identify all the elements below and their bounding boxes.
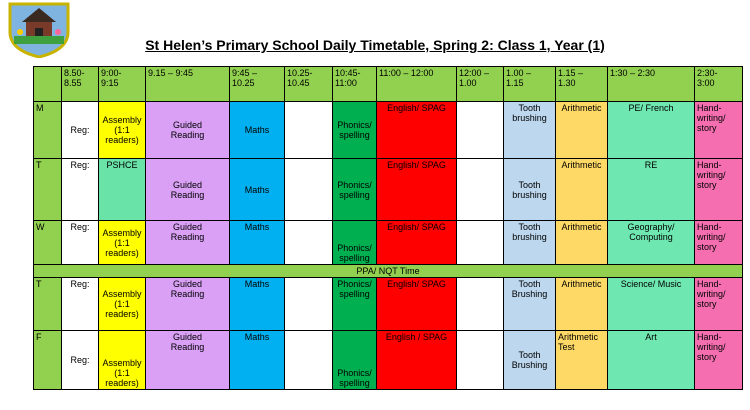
lunch-cell — [457, 221, 504, 265]
lunch-cell — [457, 278, 504, 331]
afternoon-lesson-cell: Science/ Music — [608, 278, 695, 331]
registration-cell: Reg: — [62, 102, 99, 159]
registration-cell: Reg: — [62, 278, 99, 331]
maths-cell: Maths — [230, 278, 285, 331]
registration-cell: Reg: — [62, 221, 99, 265]
header-cell: 11:00 – 12:00 — [377, 67, 457, 102]
break-cell — [285, 278, 333, 331]
registration-cell: Reg: — [62, 331, 99, 390]
ppa-row — [34, 265, 743, 278]
english-cell: English/ SPAG — [377, 159, 457, 221]
toothbrushing-cell: Tooth Brushing — [504, 278, 556, 331]
header-cell: 9.15 – 9:45 — [146, 67, 230, 102]
day-row-wednesday — [34, 221, 743, 265]
lunch-cell — [457, 102, 504, 159]
day-label: W — [34, 221, 62, 265]
page-title: St Helen’s Primary School Daily Timetable, Spring 2: Class 1, Year (1) — [145, 37, 605, 53]
phonics-cell: Phonics/ spelling — [333, 331, 377, 390]
ppa-label: PPA/ NQT Time — [34, 265, 743, 278]
afternoon-lesson-cell: RE — [608, 159, 695, 221]
header-cell: 10.25- 10.45 — [285, 67, 333, 102]
header-cell: 9:00- 9:15 — [99, 67, 146, 102]
english-cell: English/ SPAG — [377, 278, 457, 331]
assembly-cell: Assembly (1:1 readers) — [99, 278, 146, 331]
break-cell — [285, 159, 333, 221]
assembly-cell: Assembly (1:1 readers) — [99, 102, 146, 159]
handwriting-cell: Hand- writing/ story — [695, 221, 743, 265]
maths-cell: Maths — [230, 102, 285, 159]
guided-reading-cell: Guided Reading — [146, 278, 230, 331]
day-row-monday — [34, 102, 743, 159]
arithmetic-cell: Arithmetic — [556, 159, 608, 221]
header-cell: 1.00 – 1.15 — [504, 67, 556, 102]
assembly-cell: Assembly (1:1 readers) — [99, 221, 146, 265]
phonics-cell: Phonics/ spelling — [333, 221, 377, 265]
afternoon-lesson-cell: Art — [608, 331, 695, 390]
arithmetic-cell: Arithmetic Test — [556, 331, 608, 390]
handwriting-cell: Hand- writing/ story — [695, 102, 743, 159]
day-label: M — [34, 102, 62, 159]
maths-cell: Maths — [230, 159, 285, 221]
toothbrushing-cell: Tooth brushing — [504, 102, 556, 159]
guided-reading-cell: Guided Reading — [146, 221, 230, 265]
english-cell: English/ SPAG — [377, 102, 457, 159]
guided-reading-cell: Guided Reading — [146, 331, 230, 390]
registration-cell: Reg: — [62, 159, 99, 221]
arithmetic-cell: Arithmetic — [556, 102, 608, 159]
assembly-cell: Assembly (1:1 readers) — [99, 331, 146, 390]
handwriting-cell: Hand- writing/ story — [695, 278, 743, 331]
day-label: T — [34, 278, 62, 331]
toothbrushing-cell: Tooth brushing — [504, 221, 556, 265]
header-cell: 10:45- 11:00 — [333, 67, 377, 102]
handwriting-cell: Hand- writing/ story — [695, 159, 743, 221]
day-label: T — [34, 159, 62, 221]
arithmetic-cell: Arithmetic — [556, 221, 608, 265]
header-cell: 2:30- 3:00 — [695, 67, 743, 102]
toothbrushing-cell: Tooth Brushing — [504, 331, 556, 390]
day-label: F — [34, 331, 62, 390]
pshe-cell: PSHCE — [99, 159, 146, 221]
afternoon-lesson-cell: PE/ French — [608, 102, 695, 159]
header-cell: 12:00 – 1.00 — [457, 67, 504, 102]
toothbrushing-cell: Tooth brushing — [504, 159, 556, 221]
header-cell: 1:30 – 2:30 — [608, 67, 695, 102]
header-cell: 9:45 – 10.25 — [230, 67, 285, 102]
day-row-thursday — [34, 278, 743, 331]
phonics-cell: Phonics/ spelling — [333, 159, 377, 221]
maths-cell: Maths — [230, 221, 285, 265]
afternoon-lesson-cell: Geography/ Computing — [608, 221, 695, 265]
english-cell: English/ SPAG — [377, 221, 457, 265]
english-cell: English / SPAG — [377, 331, 457, 390]
break-cell — [285, 102, 333, 159]
day-row-friday — [34, 331, 743, 390]
guided-reading-cell: Guided Reading — [146, 159, 230, 221]
maths-cell: Maths — [230, 331, 285, 390]
phonics-cell: Phonics/ spelling — [333, 278, 377, 331]
timetable — [33, 66, 743, 390]
guided-reading-cell: Guided Reading — [146, 102, 230, 159]
lunch-cell — [457, 159, 504, 221]
header-cell — [34, 67, 62, 102]
break-cell — [285, 331, 333, 390]
header-row — [34, 67, 743, 102]
day-row-tuesday — [34, 159, 743, 221]
handwriting-cell: Hand- writing/ story — [695, 331, 743, 390]
header-cell: 8.50- 8.55 — [62, 67, 99, 102]
arithmetic-cell: Arithmetic — [556, 278, 608, 331]
lunch-cell — [457, 331, 504, 390]
phonics-cell: Phonics/ spelling — [333, 102, 377, 159]
header-cell: 1.15 – 1.30 — [556, 67, 608, 102]
break-cell — [285, 221, 333, 265]
